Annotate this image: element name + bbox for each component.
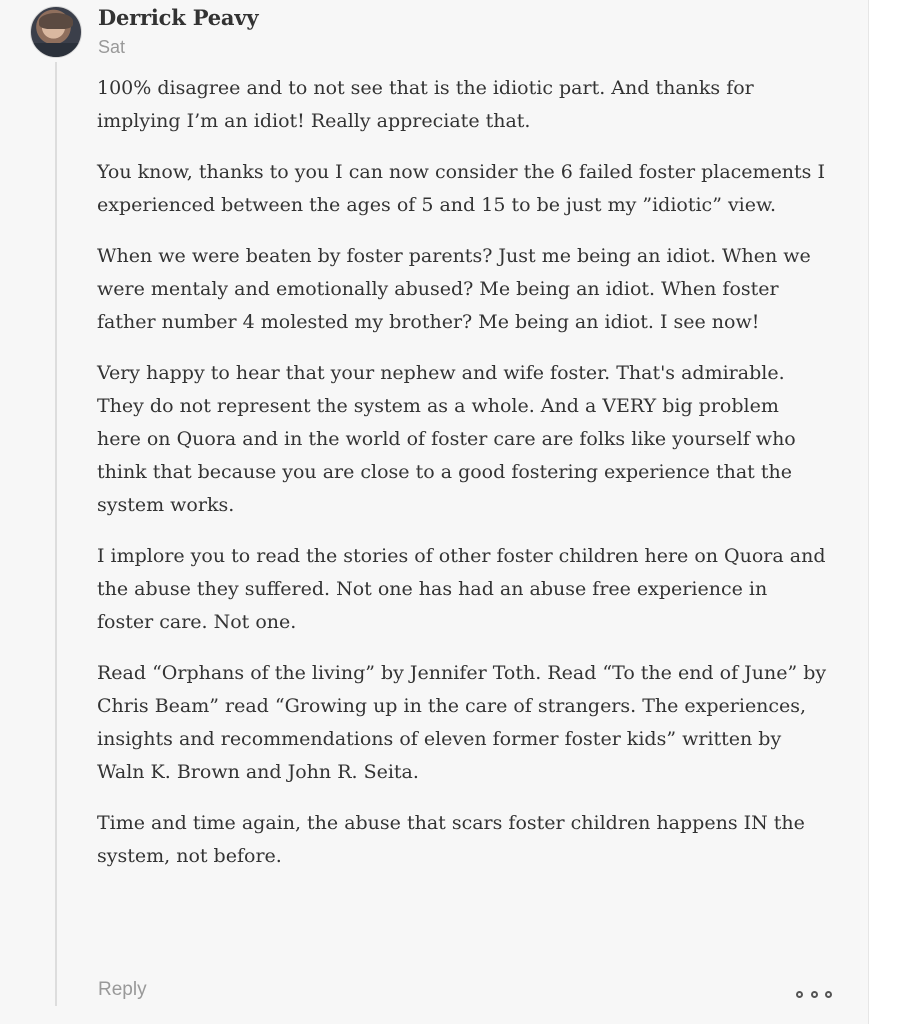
- dot-icon: [811, 991, 818, 998]
- reply-button[interactable]: Reply: [98, 979, 147, 1000]
- author-name[interactable]: Derrick Peavy: [98, 5, 259, 30]
- dot-icon: [825, 991, 832, 998]
- avatar-shirt: [31, 43, 81, 57]
- avatar-hair: [39, 13, 73, 29]
- comment-paragraph: I implore you to read the stories of other foster children here on Quora and the abuse they suffered. Not one has had an abuse free experience in foster care. Not one.: [97, 545, 826, 633]
- comment-paragraph: 100% disagree and to not see that is the idiotic part. And thanks for implying I’m an idiot! Really appreciate that.: [97, 77, 754, 132]
- dot-icon: [796, 991, 803, 998]
- comment-paragraph: Very happy to hear that your nephew and wife foster. That's admirable. They do not represent the system as a whole. And a VERY big problem here on Quora and in the world of foster care are folks like yourself who think that because you are close to a good fostering experience that the system works.: [97, 362, 796, 516]
- more-options-icon[interactable]: [796, 986, 832, 1002]
- avatar[interactable]: [30, 6, 82, 58]
- comment-paragraph: Time and time again, the abuse that scars foster children happens IN the system, not before.: [97, 812, 805, 867]
- comment-paragraph: Read “Orphans of the living” by Jennifer Toth. Read “To the end of June” by Chris Beam” read “Growing up in the care of strangers. The experiences, insights and recommendations of eleven former foster kids” written by Waln K. Brown and John R. Seita.: [97, 662, 827, 783]
- comment-paragraph: When we were beaten by foster parents? Just me being an idiot. When we were mentaly and emotionally abused? Me being an idiot. When foster father number 4 molested my brother? Me being an idiot. I see now!: [97, 245, 811, 333]
- comment-paragraph: You know, thanks to you I can now consider the 6 failed foster placements I experienced between the ages of 5 and 15 to be just my ”idiotic” view.: [97, 161, 825, 216]
- comment-timestamp[interactable]: Sat: [98, 37, 126, 57]
- comment-body: [97, 72, 827, 891]
- thread-line: [55, 62, 57, 1006]
